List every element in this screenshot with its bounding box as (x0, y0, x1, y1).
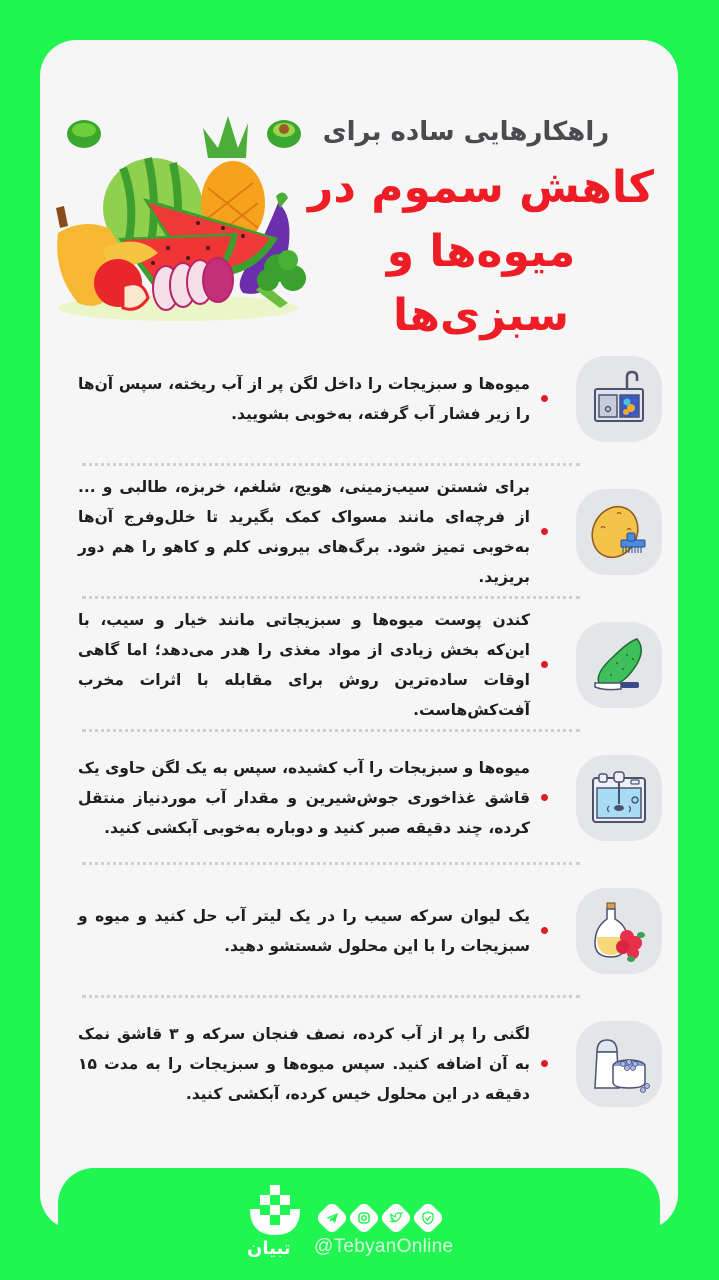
potato-brush-icon (576, 489, 662, 575)
title-line-2: میوه‌ها و سبزی‌ها (386, 226, 576, 341)
bullet-dot (541, 1060, 548, 1067)
bullet-dot (541, 661, 548, 668)
bullet-dot (541, 927, 548, 934)
tip-item (78, 478, 662, 616)
tip-text: یک لیوان سرکه سیب را در یک لیتر آب حل کنید و میوه و سبزیجات را با این محلول شستشو دهید. (78, 907, 530, 955)
subtitle: راهکارهایی ساده برای (322, 117, 610, 147)
bullet-dot (541, 395, 548, 402)
title-line-1: کاهش سموم در (308, 162, 654, 213)
tip-item (78, 611, 662, 749)
tip-item (78, 350, 662, 483)
tip-item (78, 882, 662, 1015)
vinegar-bottle-icon (576, 888, 662, 974)
dotted-divider (82, 596, 580, 599)
tips-list (78, 350, 662, 1148)
tip-text: کندن پوست میوه‌ها و سبزیجاتی مانند خیار و سیب، با این‌که بخش زیادی از مواد مغذی را هدر می‌دهد؛ اما گاهی اوقات ساده‌ترین روش برای مقابله با اثرات مخرب آفت‌کش‌هاست. (78, 611, 530, 719)
dotted-divider (82, 862, 580, 865)
tip-text: برای شستن سیب‌زمینی، هویج، شلغم، خربزه، طالبی و ... از فرچه‌ای مانند مسواک کمک بگیرید تا خلل‌وفرج آن‌ها به‌خوبی تمیز شود. برگ‌های بیرونی کلم و کاهو را هم دور بریزید. (78, 478, 530, 586)
social-handle[interactable]: @TebyanOnline (314, 1236, 454, 1257)
tip-text: لگنی را پر از آب کرده، نصف فنجان سرکه و ۳ قاشق نمک به آن اضافه کنید. سپس میوه‌ها و سبزیجات را به مدت ۱۵ دقیقه در این محلول خیس کرده، آبکشی کنید. (78, 1025, 530, 1103)
tebyan-logo-icon (245, 1183, 305, 1238)
dotted-divider (82, 463, 580, 466)
sink-soaking-icon (576, 755, 662, 841)
social-icons (314, 1200, 442, 1236)
salt-shaker-icon (576, 1021, 662, 1107)
fruits-illustration (48, 108, 308, 323)
telegram-icon[interactable] (314, 1200, 350, 1236)
tip-text: میوه‌ها و سبزیجات را داخل لگن پر از آب ریخته، سپس آن‌ها را زیر فشار آب گرفته، به‌خوبی بشویید. (78, 375, 530, 423)
instagram-icon[interactable] (346, 1200, 382, 1236)
bullet-dot (541, 794, 548, 801)
bullet-dot (541, 528, 548, 535)
cucumber-knife-icon (576, 622, 662, 708)
fruits-and-vegetables-icon (48, 108, 308, 323)
dotted-divider (82, 729, 580, 732)
title-block (301, 108, 661, 348)
verified-icon[interactable] (410, 1200, 446, 1236)
brand-name: تبیان (247, 1238, 291, 1259)
tip-item (78, 1015, 662, 1148)
tip-item (78, 749, 662, 882)
twitter-icon[interactable] (378, 1200, 414, 1236)
dotted-divider (82, 995, 580, 998)
sink-washing-icon (576, 356, 662, 442)
tip-text: میوه‌ها و سبزیجات را آب کشیده، سپس به یک لگن حاوی یک قاشق غذاخوری جوش‌شیرین و مقدار آب موردنیاز منتقل کرده، چند دقیقه صبر کنید و دوباره به‌خوبی آبکشی کنید. (78, 759, 530, 837)
